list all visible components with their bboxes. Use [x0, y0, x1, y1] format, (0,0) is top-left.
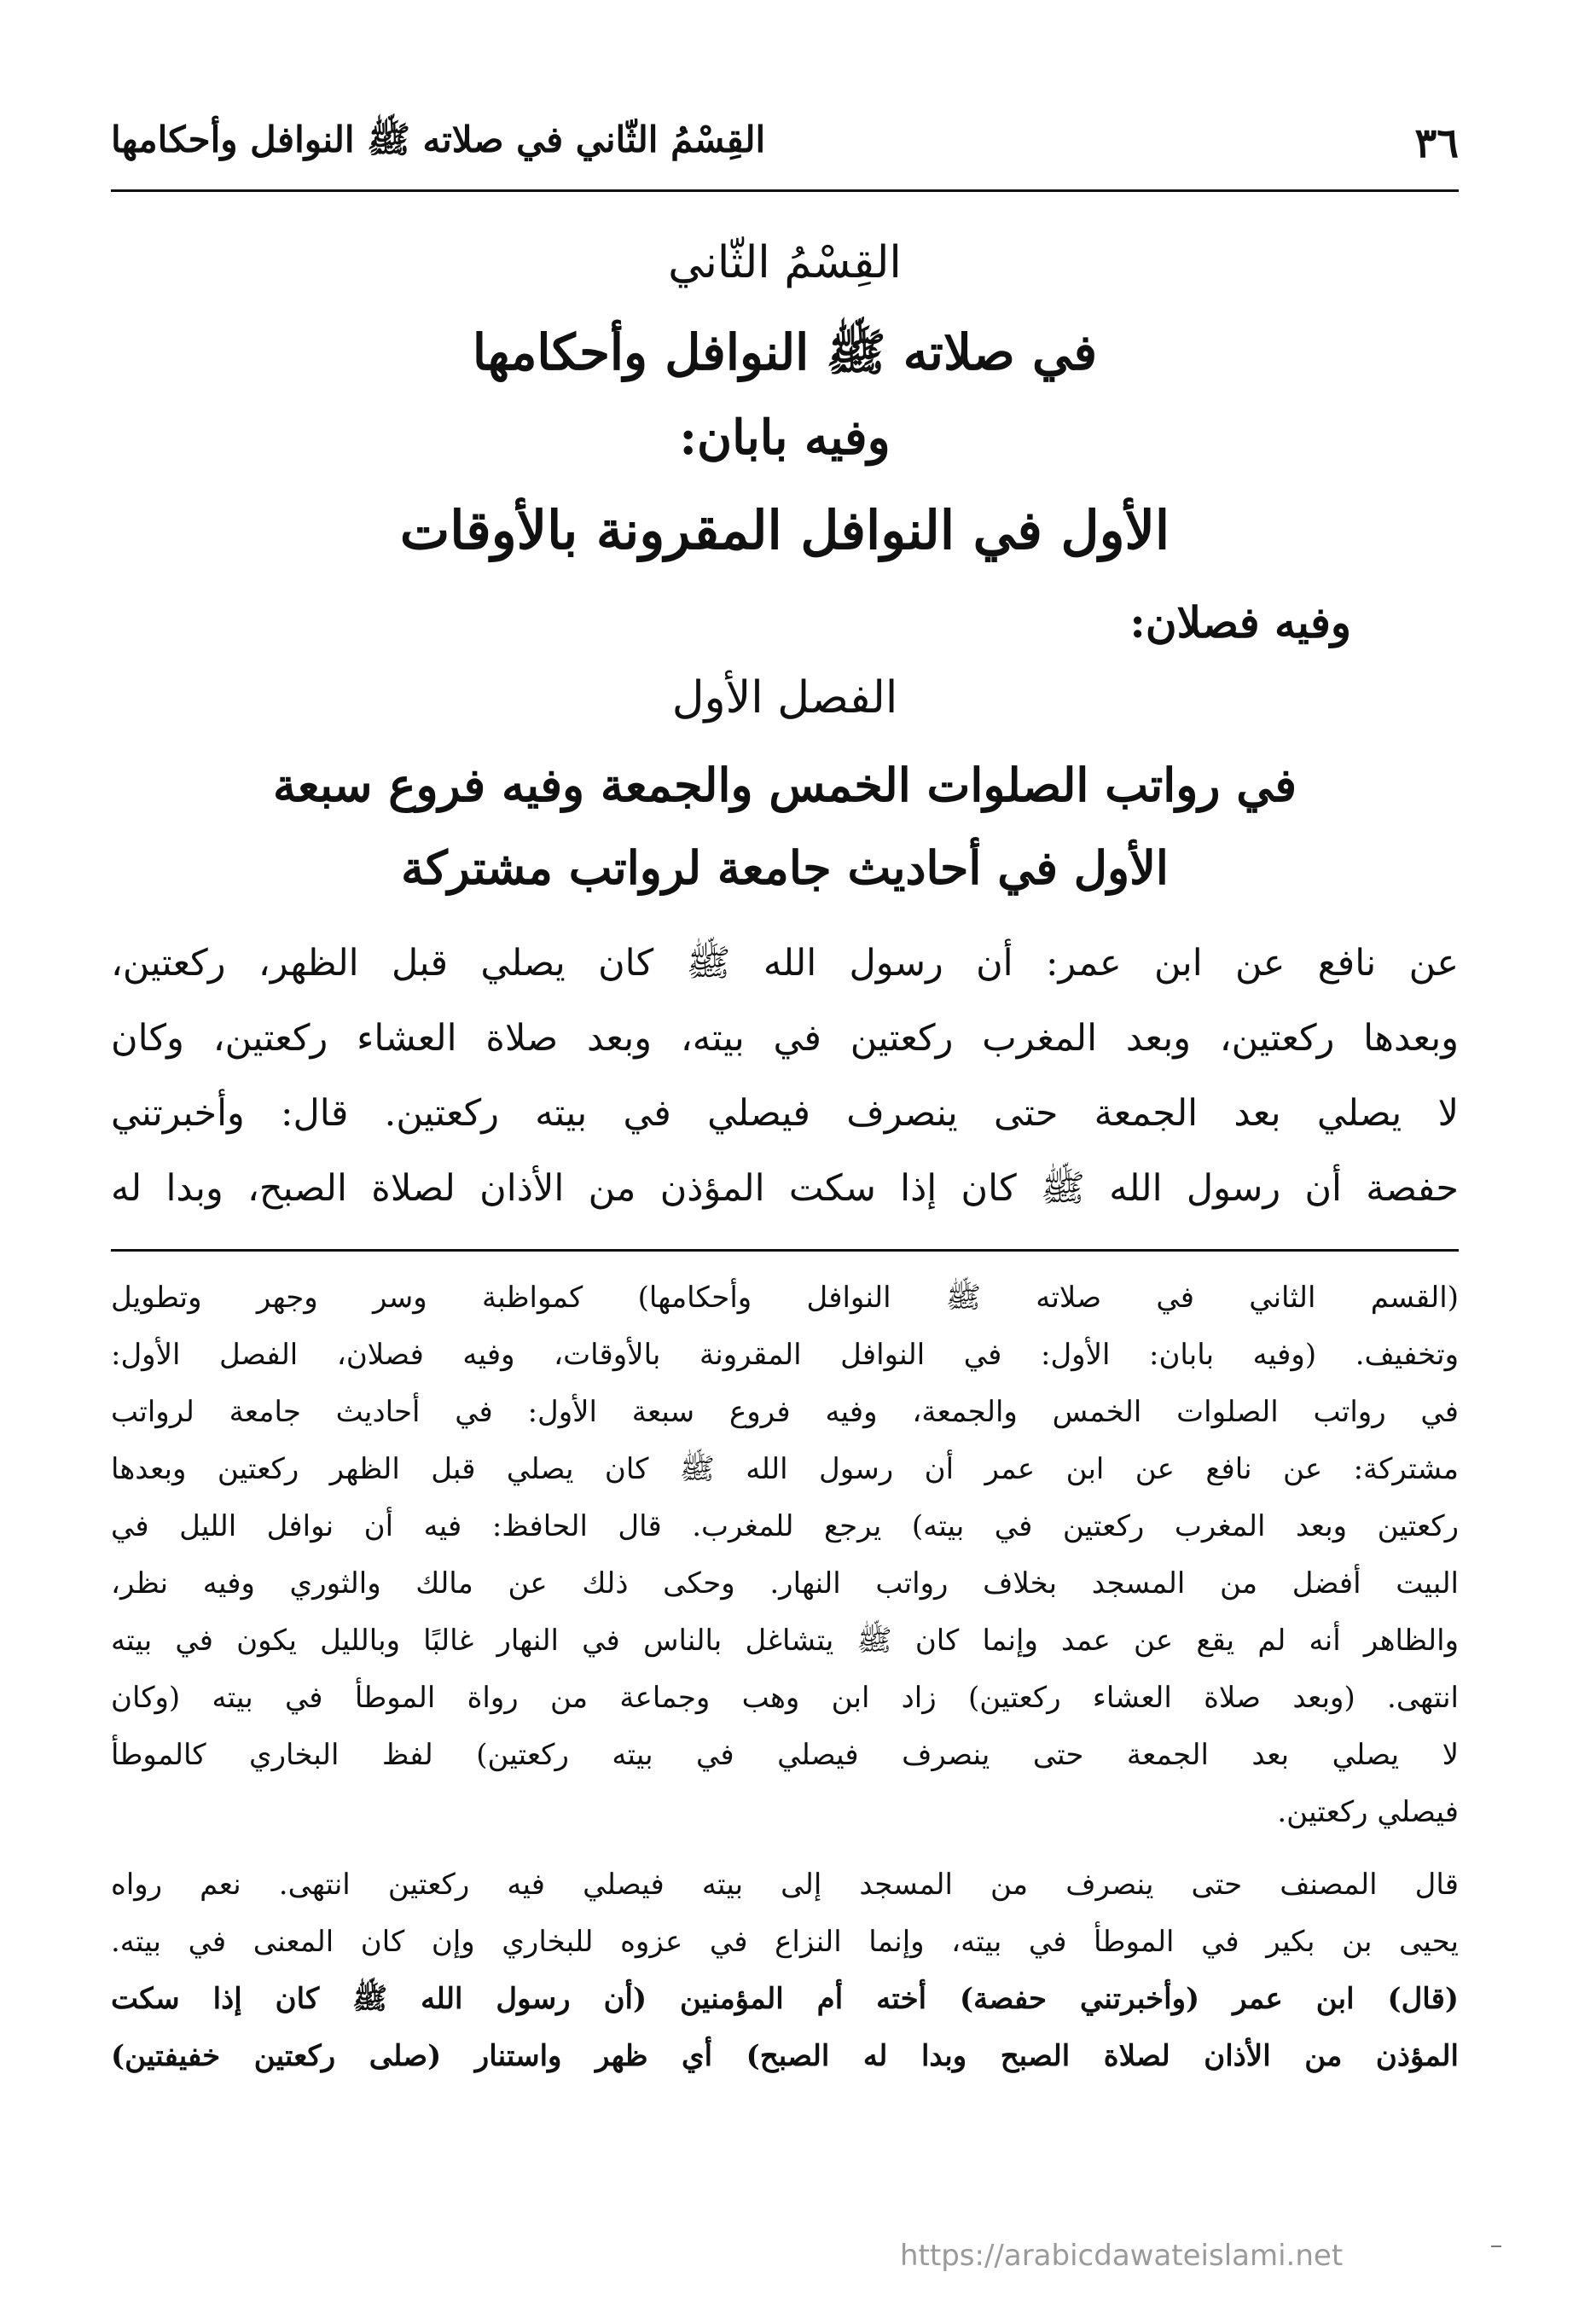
subsections-heading: وفيه فصلان: [1129, 597, 1351, 648]
corner-mark [1491, 2246, 1501, 2247]
commentary-line: قال المصنف حتى ينصرف من المسجد إلى بيته فيصلي فيه ركعتين انتهى. نعم رواه [111, 1868, 1459, 1902]
header-rule [111, 189, 1459, 192]
commentary-line: ركعتين وبعد المغرب ركعتين في بيته) يرجع للمغرب. قال الحافظ: فيه أن نوافل الليل في [111, 1509, 1459, 1543]
main-text-line: لا يصلي بعد الجمعة حتى ينصرف فيصلي في بيته ركعتين. قال: وأخبرتني [111, 1092, 1459, 1135]
commentary-line: (قال) ابن عمر (وأخبرتني حفصة) أخته أم المؤمنين (أن رسول الله ﷺ كان إذا سكت [111, 1982, 1459, 2016]
commentary-line: والظاهر أنه لم يقع عن عمد وإنما كان ﷺ يتشاغل بالناس في النهار غالبًا وبالليل يكون في بيته [111, 1624, 1459, 1658]
commentary-line: فيصلي ركعتين. [1277, 1795, 1459, 1829]
page-number: ٣٦ [1414, 119, 1459, 167]
part-one-heading: الفصل الأول [671, 672, 898, 723]
commentary-line: (القسم الثاني في صلاته ﷺ النوافل وأحكامها) كمواظبة وسر وجهر وتطويل [111, 1281, 1459, 1315]
footnote-separator [111, 1249, 1459, 1252]
section-title: القِسْمُ الثّاني [668, 237, 902, 288]
watermark-url: https://arabicdawateislami.net [900, 2239, 1344, 2273]
commentary-line: يحيى بن بكير في الموطأ في بيته، وإنما النزاع في عزوه للبخاري وإن كان المعنى في بيته. [111, 1925, 1459, 1959]
main-text-line: حفصة أن رسول الله ﷺ كان إذا سكت المؤذن من الأذان لصلاة الصبح، وبدا له [111, 1167, 1459, 1210]
part-one-title: في رواتب الصلوات الخمس والجمعة وفيه فروع سبعة [272, 758, 1297, 812]
main-text [111, 926, 1459, 1226]
running-title: القِسْمُ الثّاني في صلاته ﷺ النوافل وأحكامها [111, 118, 766, 160]
commentary-line: المؤذن من الأذان لصلاة الصبح وبدا له الصبح) أي ظهر واستنار (صلى ركعتين خفيفتين) [111, 2039, 1459, 2073]
commentary-line: وتخفيف. (وفيه بابان: الأول: في النوافل المقرونة بالأوقات، وفيه فصلان، الفصل الأول: [111, 1338, 1459, 1372]
chapters-heading: وفيه بابان: [679, 410, 891, 466]
running-header [111, 109, 1459, 177]
commentary [111, 1269, 1459, 2085]
commentary-line: مشتركة: عن نافع عن ابن عمر أن رسول الله ﷺ كان يصلي قبل الظهر ركعتين وبعدها [111, 1452, 1459, 1486]
commentary-line: البيت أفضل من المسجد بخلاف رواتب النهار. وحكى ذلك عن مالك والثوري وفيه نظر، [111, 1566, 1459, 1601]
chapter-one-title: الأول في النوافل المقرونة بالأوقات [399, 499, 1170, 561]
main-text-line: عن نافع عن ابن عمر: أن رسول الله ﷺ كان يصلي قبل الظهر، ركعتين، [111, 942, 1459, 985]
main-text-line: وبعدها ركعتين، وبعد المغرب ركعتين في بيته، وبعد صلاة العشاء ركعتين، وكان [111, 1017, 1459, 1060]
commentary-line: في رواتب الصلوات الخمس والجمعة، وفيه فروع سبعة الأول: في أحاديث جامعة لرواتب [111, 1395, 1459, 1429]
commentary-line: انتهى. (وبعد صلاة العشاء ركعتين) زاد ابن وهب وجماعة من رواة الموطأ في بيته (وكان [111, 1681, 1459, 1715]
branch-one-title: الأول في أحاديث جامعة لرواتب مشتركة [401, 840, 1169, 895]
section-subject: في صلاته ﷺ النوافل وأحكامها [472, 323, 1098, 381]
commentary-line: لا يصلي بعد الجمعة حتى ينصرف فيصلي في بيته ركعتين) لفظ البخاري كالموطأ [111, 1738, 1459, 1772]
